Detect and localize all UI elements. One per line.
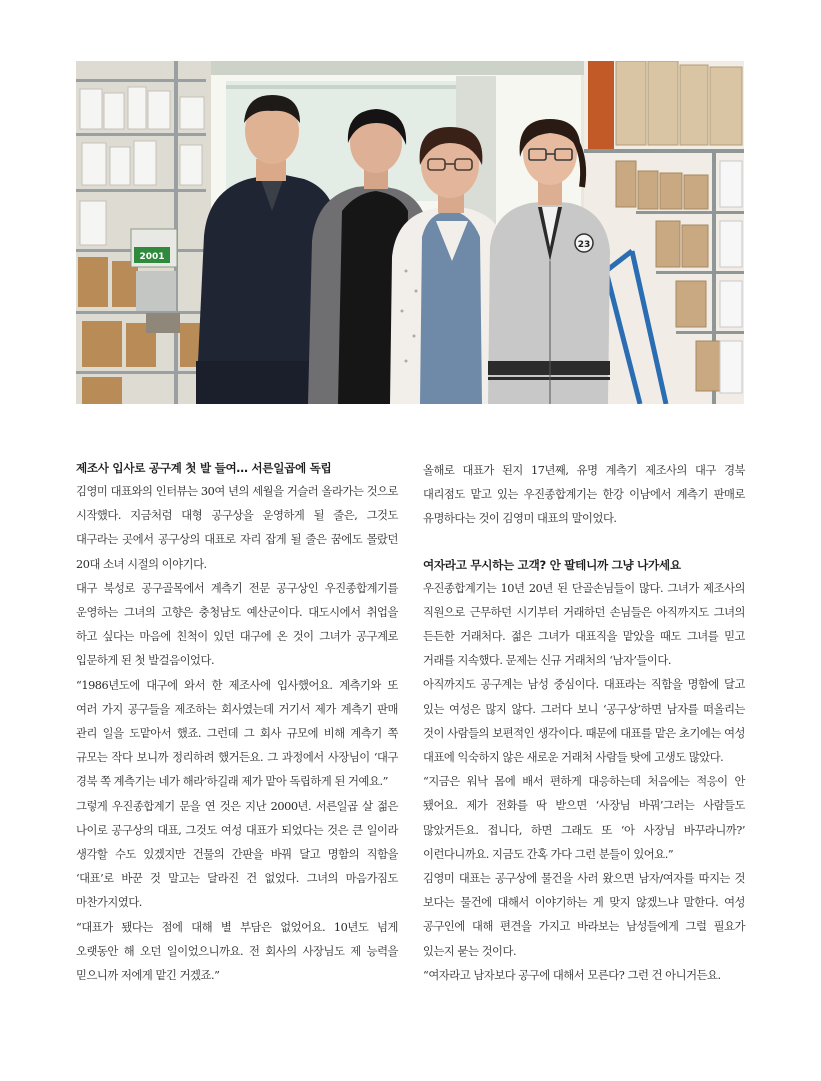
quote-paragraph: “1986년도에 대구에 와서 한 제조사에 입사했어요. 계측기와 또 여러 가지 공구들을 제조하는 회사였는데 거기서 제가 계측기 판매 관리 일을 도맡아서 했죠. 그런데 그 회사 규모에 비해 계측기 쪽 규모는 작다 보니까 정리하려 했거든요. 그 과정에서 사장님이 ‘대구 경북 쪽 계측기는 네가 해라’하길래 제가 맡아 독립하게 된 거예요.” (76, 678, 398, 789)
quote-paragraph: “여자라고 남자보다 공구에 대해서 모른다? 그런 건 아니거든요. (423, 968, 721, 982)
jacket-number: 23 (577, 240, 591, 250)
intro-paragraph: 올해로 대표가 된지 17년째, 유명 계측기 제조사의 대구 경북 대리점도 맡고 있는 우진종합계기는 한강 이남에서 계측기 판매로 유명하다는 것이 김영미 대표의 말이었다. (423, 464, 745, 526)
section-heading-founding: 제조사 입사로 공구계 첫 발 들여… 서른일곱에 독립 (76, 461, 332, 475)
paragraph: 김영미 대표와의 인터뷰는 30여 년의 세월을 거슬러 올라가는 것으로 시작했다. 지금처럼 대형 공구상을 운영하게 될 줄은, 그것도 대구라는 곳에서 공구상의 대표로 자리 잡게 될 줄은 꿈에도 몰랐던 20대 소녀 시절의 이야기다. (76, 485, 398, 571)
section-heading-customers: 여자라고 무시하는 고객? 안 팔테니까 그냥 나가세요 (423, 557, 681, 572)
paragraph: 아직까지도 공구계는 남성 중심이다. 대표라는 직함을 명함에 달고 있는 여성은 많지 않다. 그러다 보니 ‘공구상’하면 남자를 떠올리는 것이 사람들의 보편적인 생각이다. 때문에 대표를 맡은 초기에는 여성 대표에 익숙하지 않은 새로운 거래처 사람들 탓에 고생도 많았다. (423, 678, 745, 765)
quote-paragraph: “대표가 됐다는 점에 대해 별 부담은 없었어요. 10년도 넘게 오랫동안 해 오던 일이었으니까요. 전 회사의 사장님도 제 능력을 믿으니까 저에게 맡긴 거겠죠.” (76, 920, 398, 983)
store-staff-photo (76, 61, 744, 404)
left-column (76, 459, 398, 988)
paragraph: 그렇게 우진종합계기 문을 연 것은 지난 2000년. 서른일곱 살 젊은 나이로 공구상의 대표, 그것도 여성 대표가 되었다는 것은 큰 일이라 생각할 수도 있겠지만 건물의 간판을 바꿔 달고 명함의 직함을 ‘대표’로 바꾼 것 말고는 달라진 건 없었다. 그녀의 마음가짐도 마찬가지였다. (76, 799, 398, 910)
paragraph: 김영미 대표는 공구상에 물건을 사러 왔으면 남자/여자를 따지는 것 보다는 물건에 대해서 이야기하는 게 맞지 않겠느냐 말한다. 여성 공구인에 대해 편견을 가지고 바라보는 남성들에게 그럴 필요가 있는지 묻는 것이다. (423, 872, 745, 958)
box-label: 2001 (139, 252, 165, 262)
paragraph: 우진종합계기는 10년 20년 된 단골손님들이 많다. 그녀가 제조사의 직원으로 근무하던 시기부터 거래하던 손님들은 아직까지도 그녀의 든든한 거래처다. 젊은 그녀가 대표직을 맡았을 때도 그녀를 믿고 거래를 지속했다. 문제는 신규 거래처의 ‘남자’들이다. (423, 581, 745, 668)
paragraph: 대구 북성로 공구골목에서 계측기 전문 공구상인 우진종합계기를 운영하는 그녀의 고향은 충청남도 예산군이다. 대도시에서 취업을 하고 싶다는 마음에 친척이 있던 대구에 온 것이 그녀가 공구계로 입문하게 된 첫 발걸음이었다. (76, 581, 398, 668)
right-column (423, 459, 745, 988)
quote-paragraph: “지금은 워낙 몸에 배서 편하게 대응하는데 처음에는 적응이 안 됐어요. 제가 전화를 딱 받으면 ‘사장님 바꿔’그러는 사람들도 많았거든요. 접니다, 하면 그래도 또 ‘아 사장님 바꾸라니까?’ 이런다니까요. 지금도 간혹 가다 그런 분들이 있어요.” (423, 775, 745, 861)
